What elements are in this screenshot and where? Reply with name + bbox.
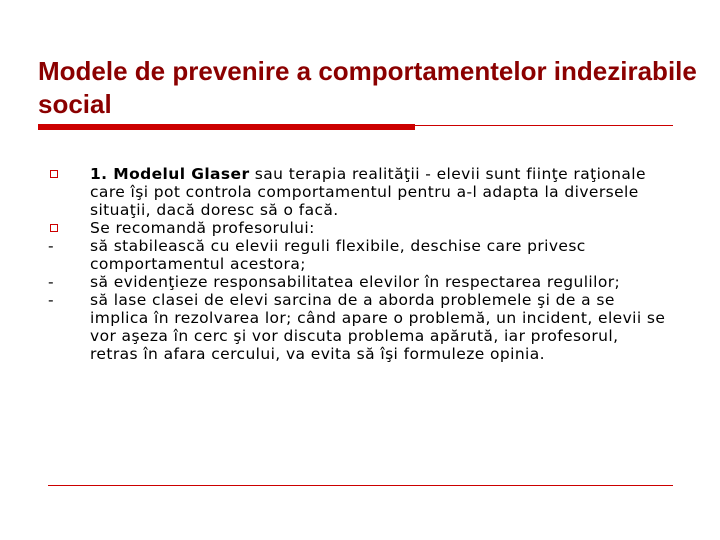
slide-title: Modele de prevenire a comportamentelor indezirabile social [38,56,697,119]
square-bullet-icon [50,224,58,232]
bullet-item [48,165,668,219]
slide-body [48,165,668,363]
title-underline-thick [38,124,415,130]
square-bullet-icon [50,170,58,178]
dash-marker: - [48,273,54,291]
dash-item [48,291,668,363]
bullet-item [48,219,668,237]
dash-item [48,237,668,273]
footer-rule [48,485,673,486]
dash-marker: - [48,237,54,255]
bullet-text: sau terapia realităţii - elevii sunt fiinţe raţionale care îşi pot controla comportamentul pentru a-l adapta la diversele situaţii, dacă doresc să o facă. [90,165,646,219]
dash-text: să stabilească cu elevii reguli flexibile, deschise care privesc comportamentul acestora; [90,237,586,273]
dash-item [48,273,668,291]
dash-marker: - [48,291,54,309]
bullet-text: Se recomandă profesorului: [90,219,315,237]
title-underline-thin [415,125,673,126]
model-name: 1. Modelul Glaser [90,165,250,183]
dash-text: să lase clasei de elevi sarcina de a aborda problemele şi de a se implica în rezolvarea lor; când apare o problemă, un incident, elevii se vor aşeza în cerc şi vor discuta problema apărută, iar profesorul, retras în afara cercului, va evita să îşi formuleze opinia. [90,291,666,363]
dash-text: să evidenţieze responsabilitatea elevilor în respectarea regulilor; [90,273,621,291]
